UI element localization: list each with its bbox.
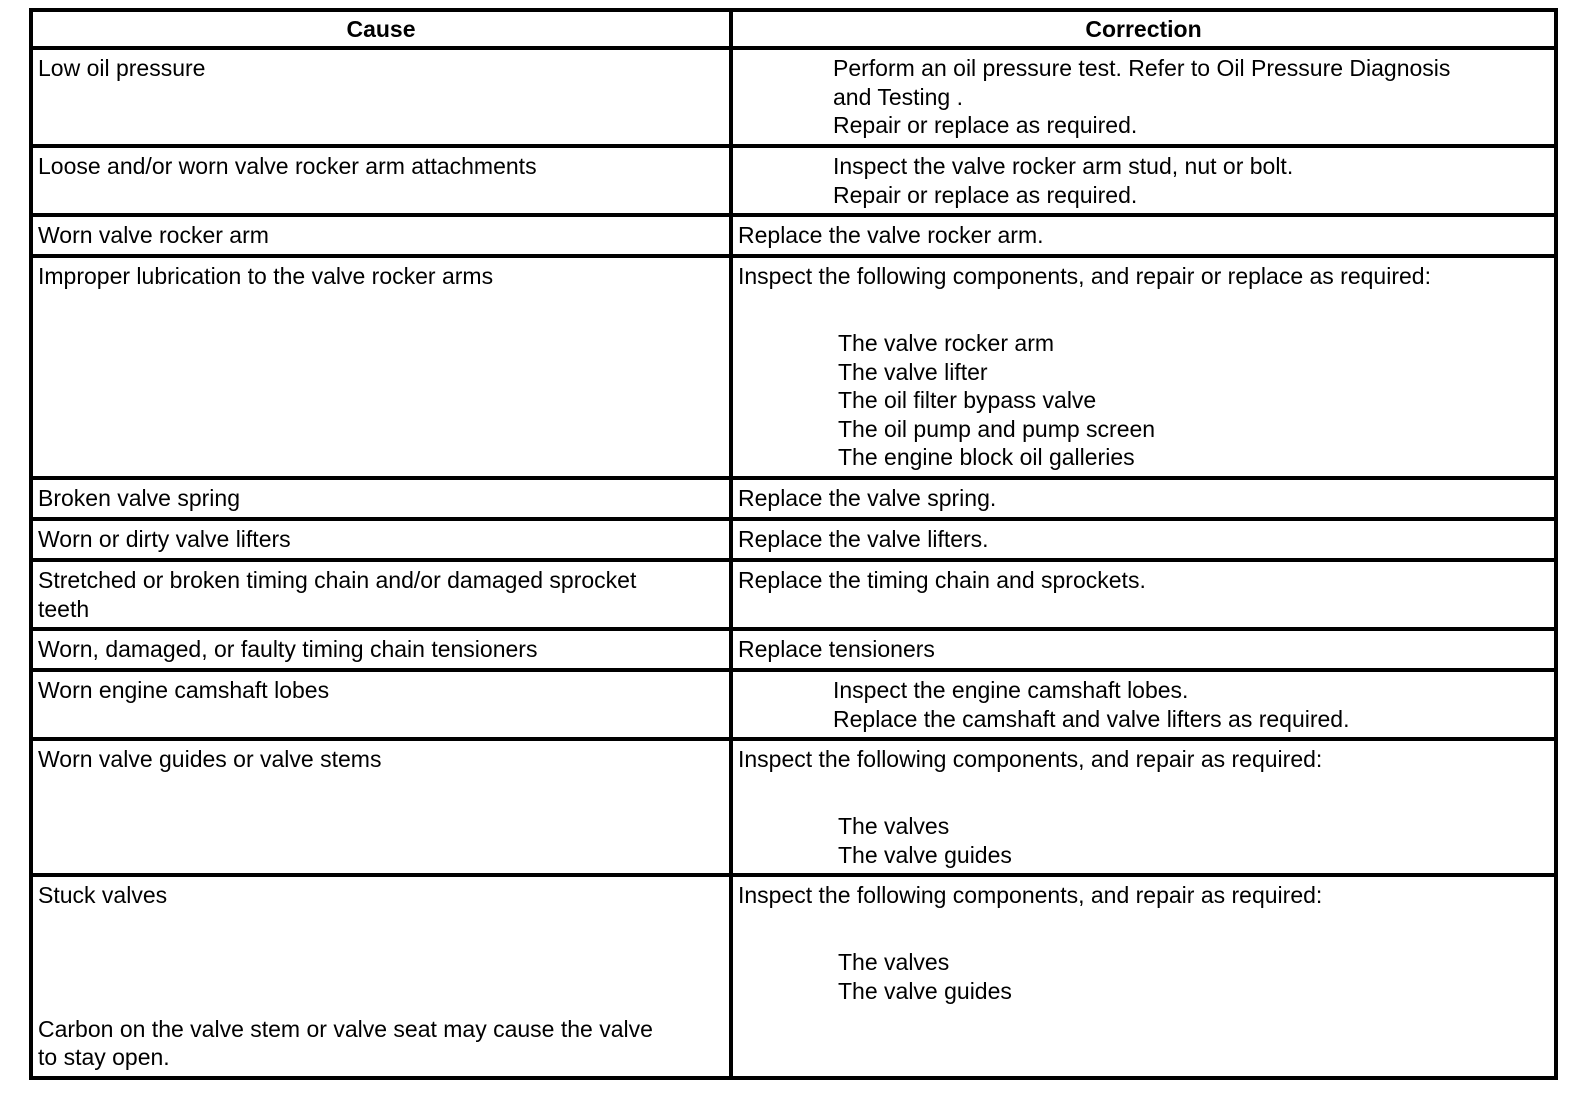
correction-cell bbox=[731, 256, 1556, 478]
correction-text: Replace the valve spring. bbox=[738, 485, 997, 511]
cause-cell bbox=[31, 48, 731, 146]
cause-cell bbox=[31, 670, 731, 739]
correction-cell bbox=[731, 146, 1556, 215]
table-row bbox=[31, 478, 1556, 519]
table-row bbox=[31, 739, 1556, 875]
cause-cell bbox=[31, 146, 731, 215]
correction-text: Replace tensioners bbox=[738, 636, 935, 662]
cause-note: Carbon on the valve stem or valve seat may cause the valve bbox=[38, 1015, 653, 1042]
diagnosis-table bbox=[29, 8, 1558, 1080]
cause-text: Broken valve spring bbox=[38, 485, 240, 511]
correction-text: Replace the valve rocker arm. bbox=[738, 222, 1044, 248]
table-row bbox=[31, 215, 1556, 256]
cause-text: Loose and/or worn valve rocker arm attachments bbox=[38, 153, 537, 179]
cause-text: Improper lubrication to the valve rocker arms bbox=[38, 263, 494, 289]
cause-cell bbox=[31, 519, 731, 560]
component-item: The oil filter bypass valve bbox=[838, 387, 1097, 413]
cause-cell bbox=[31, 478, 731, 519]
cause-cell bbox=[31, 256, 731, 478]
correction-text: Inspect the following components, and repair as required: bbox=[738, 746, 1323, 772]
correction-text: Inspect the following components, and repair as required: bbox=[738, 882, 1323, 908]
cause-cell bbox=[31, 629, 731, 670]
cause-text: Low oil pressure bbox=[38, 55, 206, 81]
cause-note: to stay open. bbox=[38, 1044, 170, 1070]
component-item: The valves bbox=[838, 949, 950, 975]
table-row bbox=[31, 670, 1556, 739]
correction-cell bbox=[731, 48, 1556, 146]
cause-cell bbox=[31, 560, 731, 629]
table-row bbox=[31, 256, 1556, 478]
correction-text: Replace the valve lifters. bbox=[738, 526, 989, 552]
cause-cell bbox=[31, 739, 731, 875]
cause-cell bbox=[31, 215, 731, 256]
header-correction: Correction bbox=[731, 10, 1556, 48]
table-row bbox=[31, 48, 1556, 146]
correction-line: Repair or replace as required. bbox=[833, 181, 1138, 208]
correction-cell bbox=[731, 478, 1556, 519]
header-row bbox=[31, 10, 1556, 48]
correction-line: Inspect the valve rocker arm stud, nut or bolt. bbox=[833, 153, 1294, 179]
correction-line: Repair or replace as required. bbox=[833, 112, 1138, 138]
cause-text: Stretched or broken timing chain and/or damaged sprocket bbox=[38, 567, 637, 593]
component-item: The valve guides bbox=[838, 841, 1012, 868]
component-item: The valve rocker arm bbox=[838, 330, 1055, 356]
cause-text: teeth bbox=[38, 595, 90, 622]
cause-text: Worn, damaged, or faulty timing chain tensioners bbox=[38, 636, 538, 662]
table-row bbox=[31, 875, 1556, 1078]
correction-text: Inspect the following components, and repair or replace as required: bbox=[738, 263, 1431, 289]
cause-text: Worn engine camshaft lobes bbox=[38, 677, 330, 703]
correction-line: and Testing . bbox=[833, 83, 964, 110]
cause-text: Stuck valves bbox=[38, 882, 168, 908]
header-cause: Cause bbox=[31, 10, 731, 48]
correction-cell bbox=[731, 875, 1556, 1078]
correction-cell bbox=[731, 560, 1556, 629]
component-item: The oil pump and pump screen bbox=[838, 415, 1156, 442]
cause-text: Worn or dirty valve lifters bbox=[38, 526, 291, 552]
correction-line: Perform an oil pressure test. Refer to Oil Pressure Diagnosis bbox=[833, 55, 1451, 81]
table-row bbox=[31, 146, 1556, 215]
correction-cell bbox=[731, 739, 1556, 875]
correction-cell bbox=[731, 215, 1556, 256]
correction-line: Inspect the engine camshaft lobes. bbox=[833, 677, 1189, 703]
component-item: The valve lifter bbox=[838, 358, 988, 385]
cause-cell bbox=[31, 875, 731, 1078]
component-item: The valve guides bbox=[838, 977, 1012, 1004]
cause-text: Worn valve rocker arm bbox=[38, 222, 269, 248]
correction-text: Replace the timing chain and sprockets. bbox=[738, 567, 1146, 593]
table-row bbox=[31, 629, 1556, 670]
cause-text: Worn valve guides or valve stems bbox=[38, 746, 382, 772]
component-item: The engine block oil galleries bbox=[838, 444, 1135, 470]
correction-cell bbox=[731, 670, 1556, 739]
component-item: The valves bbox=[838, 813, 950, 839]
correction-cell bbox=[731, 629, 1556, 670]
table-row bbox=[31, 560, 1556, 629]
correction-cell bbox=[731, 519, 1556, 560]
table-row bbox=[31, 519, 1556, 560]
correction-line: Replace the camshaft and valve lifters as required. bbox=[833, 705, 1350, 732]
